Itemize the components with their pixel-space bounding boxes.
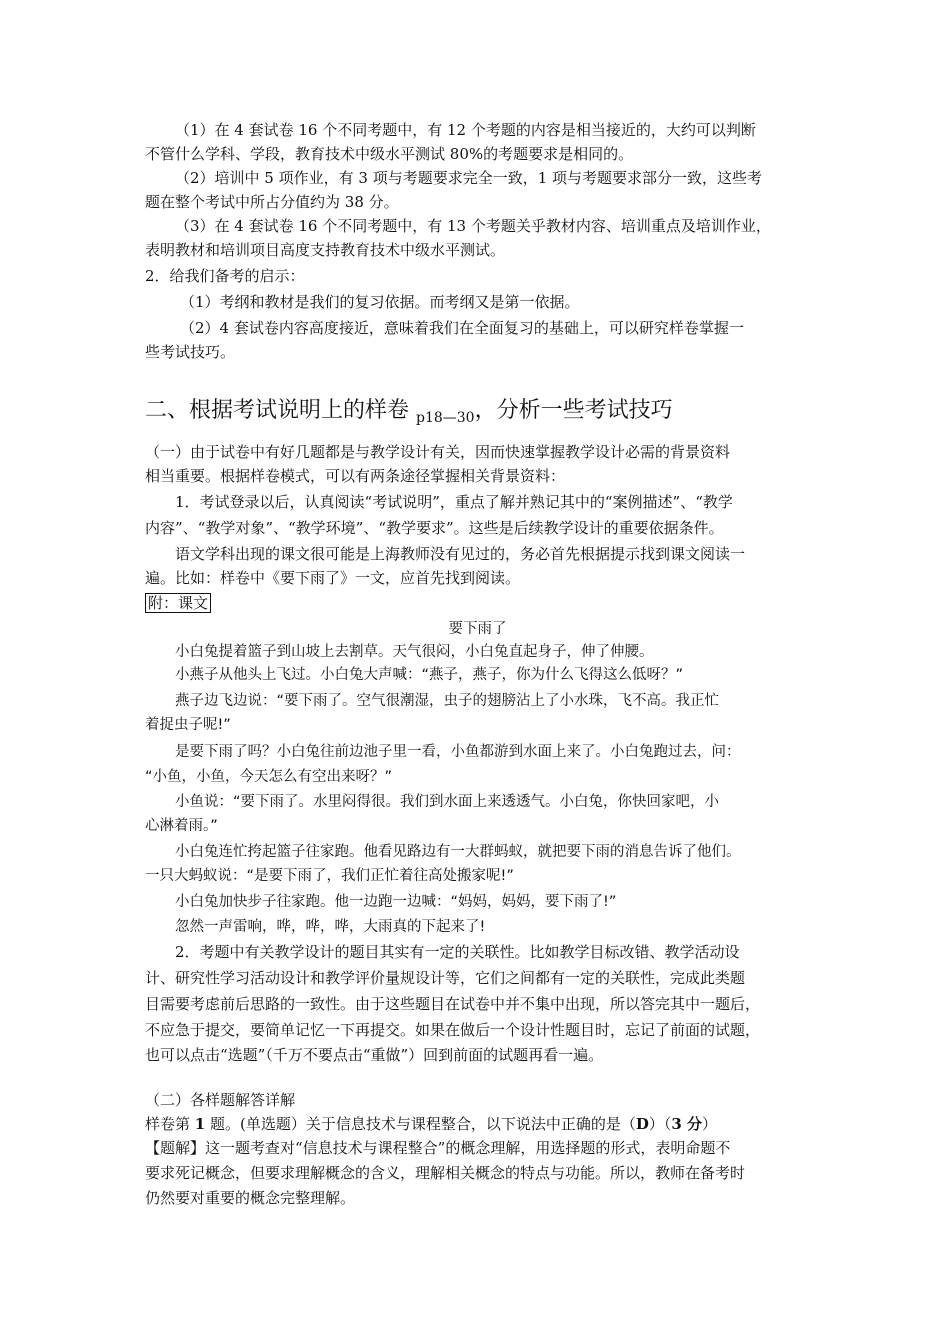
step-2-line-4: 不应急于提交，要简单记忆一下再提交。如果在做后一个设计性题目时，忘记了前面的试题， <box>145 1021 761 1039</box>
q1-pre: 样卷第 <box>145 1115 195 1133</box>
attachment-label: 附：课文 <box>145 593 211 613</box>
paragraph-1-line-2: 不管什么学科、学段，教育技术中级水平测试 80%的考题要求是相同的。 <box>145 145 634 163</box>
explanation-line-1: 【题解】这一题考查对“信息技术与课程整合”的概念理解，用选择题的形式，表明命题不 <box>145 1139 731 1157</box>
story-line: 心淋着雨。” <box>145 818 218 834</box>
story-line: 小白兔连忙挎起篮子往家跑。他看见路边有一大群蚂蚁，就把要下雨的消息告诉了他们。 <box>175 844 741 860</box>
story-line: “小鱼，小鱼，今天怎么有空出来呀？” <box>145 769 393 785</box>
paragraph-3-line-1: （3）在 4 套试卷 16 个不同考题中，有 13 个考题关乎教材内容、培训重点及培训作业， <box>175 217 771 235</box>
section-2-label: 2．给我们备考的启示： <box>145 267 305 285</box>
story-line: 着捉虫子呢!” <box>145 717 231 733</box>
part-1-line-1: （一）由于试卷中有好几题都是与教学设计有关，因而快速掌握教学设计必需的背景资料 <box>145 443 731 461</box>
heading-text-pre: 二、根据考试说明上的样卷 <box>145 398 416 423</box>
q1-score: 3 分 <box>671 1115 703 1133</box>
part-2-heading: （二）各样题解答详解 <box>145 1091 296 1109</box>
explanation-line-2: 要求死记概念，但要求理解概念的含义，理解相关概念的特点与功能。所以，教师在备考时 <box>145 1164 746 1182</box>
sample-question-1 <box>145 1112 810 1136</box>
attachment-label-row <box>145 591 810 615</box>
explanation-line-3: 仍然要对重要的概念完整理解。 <box>145 1189 356 1207</box>
paragraph-1-line-1: （1）在 4 套试卷 16 个不同考题中，有 12 个考题的内容是相当接近的，大约可以判断 <box>175 121 756 139</box>
step-2-line-2: 计、研究性学习活动设计和教学评价量规设计等，它们之间都有一定的关联性，完成此类题 <box>145 969 746 987</box>
story-line: 小白兔加快步子往家跑。他一边跑一边喊：“妈妈，妈妈，要下雨了!” <box>175 894 617 910</box>
story-line: 小鱼说：“要下雨了。水里闷得很。我们到水面上来透透气。小白兔，你快回家吧，小 <box>175 794 720 810</box>
chinese-note-line-1: 语文学科出现的课文很可能是上海教师没有见过的，务必首先根据提示找到课文阅读一 <box>175 545 746 563</box>
story-title: 要下雨了 <box>448 621 507 637</box>
step-2-line-3: 目需要考虑前后思路的一致性。由于这些题目在试卷中并不集中出现，所以答完其中一题后， <box>145 995 761 1013</box>
story-line: 小燕子从他头上飞过。小白兔大声喊：“燕子，燕子，你为什么飞得这么低呀？” <box>175 667 684 683</box>
q1-mid: 题。(单选题）关于信息技术与课程整合，以下说法中正确的是（ <box>205 1115 636 1133</box>
step-2-line-5: 也可以点击“选题”（千万不要点击“重做”）回到前面的试题再看一遍。 <box>145 1046 604 1064</box>
paragraph-3-line-2: 表明教材和培训项目高度支持教育技术中级水平测试。 <box>145 241 506 259</box>
q1-mid2: ）（ <box>648 1115 672 1133</box>
chinese-note-line-2: 遍。比如：样卷中《要下雨了》一文，应首先找到阅读。 <box>145 569 521 587</box>
story-line: 忽然一声雷响，哗，哗，哗，大雨真的下起来了! <box>175 919 486 935</box>
hint-2-line-1: （2）4 套试卷内容高度接近，意味着我们在全面复习的基础上，可以研究样卷掌握一 <box>180 319 744 337</box>
story-line: 燕子边飞边说：“要下雨了。空气很潮湿，虫子的翅膀沾上了小水珠，飞不高。我正忙 <box>175 693 720 709</box>
step-2-line-1: 2．考题中有关教学设计的题目其实有一定的关联性。比如教学目标改错、教学活动设 <box>175 943 740 961</box>
q1-end: ） <box>702 1115 718 1133</box>
q1-answer: D <box>635 1115 649 1133</box>
part-1-line-2: 相当重要。根据样卷模式，可以有两条途径掌握相关背景资料： <box>145 467 566 485</box>
hint-2-line-2: 些考试技巧。 <box>145 343 236 361</box>
story-line: 是要下雨了吗？小白兔往前边池子里一看，小鱼都游到水面上来了。小白兔跑过去，问： <box>175 744 741 760</box>
paragraph-2-line-2: 题在整个考试中所占分值约为 38 分。 <box>145 193 399 211</box>
hint-1: （1）考纲和教材是我们的复习依据。而考纲又是第一依据。 <box>180 293 580 311</box>
section-heading <box>145 396 673 428</box>
story-line: 小白兔提着篮子到山坡上去割草。天气很闷，小白兔直起身子，伸了伸腰。 <box>175 644 654 660</box>
heading-page-ref: p18—30 <box>416 410 475 426</box>
step-1-line-2: 内容”、“教学对象”、“教学环境”、“教学要求”。这些是后续教学设计的重要依据条件。 <box>145 519 724 537</box>
q1-number: 1 <box>194 1115 206 1133</box>
paragraph-2-line-1: （2）培训中 5 项作业，有 3 项与考题要求完全一致，1 项与考题要求部分一致，这些考 <box>175 169 763 187</box>
story-line: 一只大蚂蚁说：“是要下雨了，我们正忙着往高处搬家呢!” <box>145 868 514 884</box>
step-1-line-1: 1．考试登录以后，认真阅读“考试说明”，重点了解并熟记其中的“案例描述”、“教学 <box>175 493 733 511</box>
heading-text-post: ，分析一些考试技巧 <box>474 398 673 423</box>
